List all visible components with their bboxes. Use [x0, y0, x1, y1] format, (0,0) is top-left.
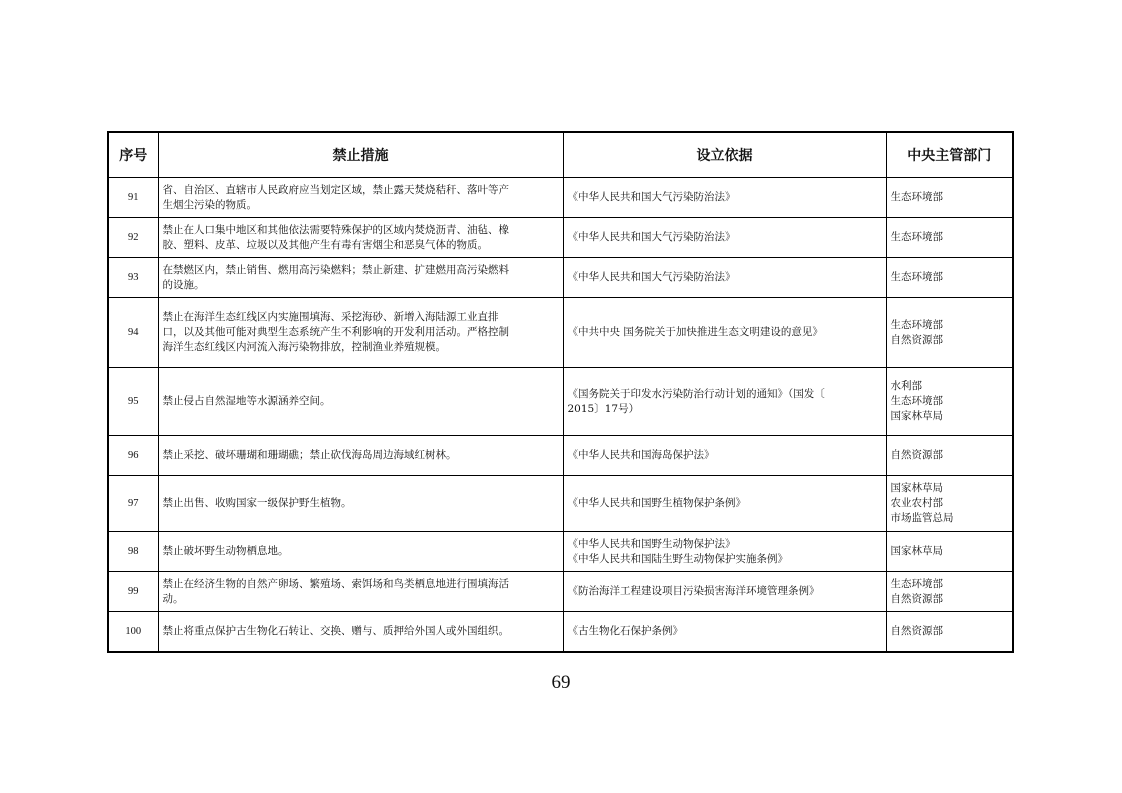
header-basis: 设立依据: [563, 132, 886, 178]
row-basis: 《国务院关于印发水污染防治行动计划的通知》（国发〔 2015〕17号）: [563, 368, 886, 436]
table-row: [108, 436, 1013, 476]
table-header-row: [108, 132, 1013, 178]
header-department: 中央主管部门: [886, 132, 1013, 178]
row-number: 93: [108, 258, 158, 298]
table-row: [108, 298, 1013, 368]
table-row: [108, 572, 1013, 612]
row-department: 自然资源部: [886, 436, 1013, 476]
row-number: 100: [108, 612, 158, 652]
row-number: 97: [108, 476, 158, 532]
row-number: 91: [108, 178, 158, 218]
table-row: [108, 476, 1013, 532]
row-measure: 禁止出售、收购国家一级保护野生植物。: [158, 476, 563, 532]
row-measure: 禁止采挖、破坏珊瑚和珊瑚礁；禁止砍伐海岛周边海域红树林。: [158, 436, 563, 476]
row-department: 国家林草局 农业农村部 市场监管总局: [886, 476, 1013, 532]
row-number: 99: [108, 572, 158, 612]
row-number: 98: [108, 532, 158, 572]
row-measure: 禁止破坏野生动物栖息地。: [158, 532, 563, 572]
table-row: [108, 178, 1013, 218]
table-row: [108, 612, 1013, 652]
row-basis: 《古生物化石保护条例》: [563, 612, 886, 652]
header-number: 序号: [108, 132, 158, 178]
header-measure: 禁止措施: [158, 132, 563, 178]
row-measure: 禁止在海洋生态红线区内实施围填海、采挖海砂、新增入海陆源工业直排 口，以及其他可能对典型生态系统产生不利影响的开发利用活动。严格控制 海洋生态红线区内河流入海污染物排放，控制渔业养殖规模。: [158, 298, 563, 368]
row-department: 生态环境部 自然资源部: [886, 572, 1013, 612]
row-basis: 《中华人民共和国野生植物保护条例》: [563, 476, 886, 532]
row-department: 国家林草局: [886, 532, 1013, 572]
table-row: [108, 368, 1013, 436]
row-department: 水利部 生态环境部 国家林草局: [886, 368, 1013, 436]
row-number: 96: [108, 436, 158, 476]
row-measure: 禁止将重点保护古生物化石转让、交换、赠与、质押给外国人或外国组织。: [158, 612, 563, 652]
table-row: [108, 218, 1013, 258]
table-row: [108, 258, 1013, 298]
row-basis: 《中华人民共和国大气污染防治法》: [563, 218, 886, 258]
prohibition-measures-table: [107, 131, 1014, 653]
row-measure: 禁止在经济生物的自然产卵场、繁殖场、索饵场和鸟类栖息地进行围填海活 动。: [158, 572, 563, 612]
row-department: 生态环境部 自然资源部: [886, 298, 1013, 368]
row-number: 95: [108, 368, 158, 436]
table-row: [108, 532, 1013, 572]
row-measure: 禁止侵占自然湿地等水源涵养空间。: [158, 368, 563, 436]
row-basis: 《中华人民共和国大气污染防治法》: [563, 258, 886, 298]
row-number: 94: [108, 298, 158, 368]
row-measure: 在禁燃区内，禁止销售、燃用高污染燃料；禁止新建、扩建燃用高污染燃料 的设施。: [158, 258, 563, 298]
row-department: 自然资源部: [886, 612, 1013, 652]
row-department: 生态环境部: [886, 178, 1013, 218]
page-number: 69: [551, 672, 571, 693]
row-basis: 《中华人民共和国野生动物保护法》 《中华人民共和国陆生野生动物保护实施条例》: [563, 532, 886, 572]
row-basis: 《中华人民共和国海岛保护法》: [563, 436, 886, 476]
row-department: 生态环境部: [886, 218, 1013, 258]
row-department: 生态环境部: [886, 258, 1013, 298]
row-basis: 《中共中央 国务院关于加快推进生态文明建设的意见》: [563, 298, 886, 368]
row-measure: 禁止在人口集中地区和其他依法需要特殊保护的区域内焚烧沥青、油毡、橡 胶、塑料、皮革、垃圾以及其他产生有毒有害烟尘和恶臭气体的物质。: [158, 218, 563, 258]
row-basis: 《防治海洋工程建设项目污染损害海洋环境管理条例》: [563, 572, 886, 612]
row-measure: 省、自治区、直辖市人民政府应当划定区域，禁止露天焚烧秸秆、落叶等产 生烟尘污染的物质。: [158, 178, 563, 218]
row-number: 92: [108, 218, 158, 258]
row-basis: 《中华人民共和国大气污染防治法》: [563, 178, 886, 218]
